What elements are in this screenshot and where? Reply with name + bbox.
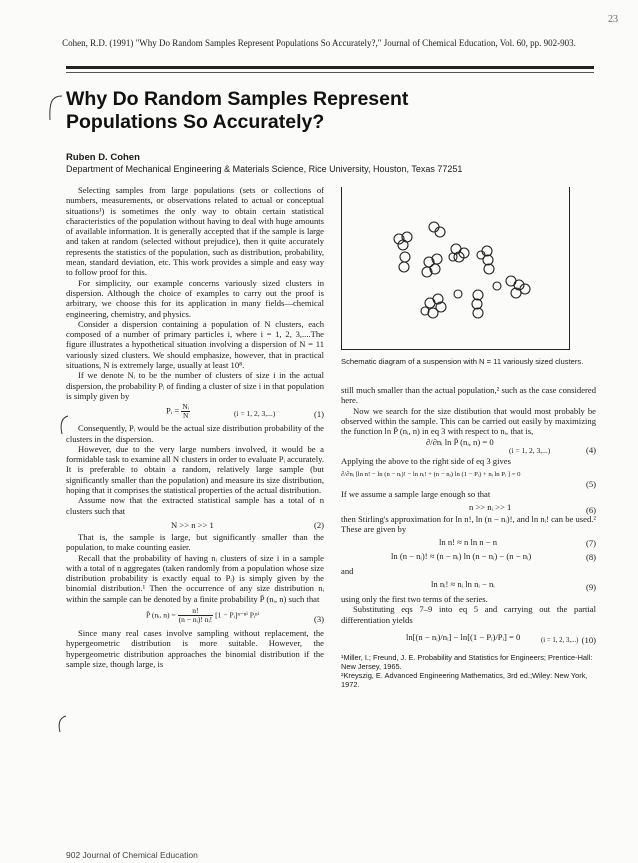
margin-bracket-mark [46,94,64,122]
eq1-fraction: $\frac{\text{Nᵢ}}{N}$ [182,402,189,421]
page-number: 23 [608,14,618,25]
eq1-number: (1) [313,409,324,420]
paragraph: still much smaller than the actual population,² such as the case considered here. [341,385,596,406]
cluster [449,244,469,262]
equation-7: ln n! ≈ n ln n − n (7) [439,536,596,548]
eq4-condition: (i = 1, 2, 3,...) [509,446,551,456]
paragraph: Assume now that the extracted statistical sample has a total of n clusters such that [66,495,324,516]
margin-bracket-mark [56,715,68,733]
paragraph: For simplicity, our example concerns variously sized clusters in dispersion. Although the choice of examples to carry out the proof is arbitrary, we choose this for its application in many fields—chemical engineering, chemistry, and physics. [66,277,324,319]
paragraph: That is, the sample is large, but significantly smaller than the population, to make counting easier. [66,531,324,553]
eq9-number: (9) [585,581,596,592]
eq1-lhs: Pᵢ = [166,405,180,416]
paragraph: If we denote Nᵢ to be the number of clusters of size i in the actual dispersion, the probability Pᵢ of finding a cluster of size i in that population is simply given by [66,370,324,401]
equation-3 [66,604,324,628]
equation-8: ln (n − nᵢ)! ≈ (n − nᵢ) ln (n − nᵢ) − (n − nᵢ) (8) [391,550,596,562]
paragraph: Now we search for the size distibution that would most probably be observed within the sample. This can be carried out easily by maximizing the function ln P̄ (nᵢ, n) in eq 3 with respect to nᵢ, that is, [341,405,596,437]
eq4-number: (4) [585,445,596,456]
cluster-schematic-figure [341,187,571,352]
equation-5: ∂/∂nᵢ [ln n! − ln (n − nᵢ)! − ln nᵢ! + (n − nᵢ) ln (1 − Pᵢ) + nᵢ ln Pᵢ ] = 0 (5) [341,470,596,489]
equation-4: ∂/∂nᵢ ln P̄ (nᵢ, n) = 0 (i = 1, 2, 3,...) (4) [426,437,596,456]
eq6-number: (6) [585,505,596,516]
left-column [66,185,324,669]
paragraph: and [341,565,354,576]
equation-6: n >> nᵢ >> 1 (6) [469,502,596,516]
author-affiliation: Department of Mechanical Engineering & Materials Science, Rice University, Houston, Texas 77251 [66,164,463,174]
equation-1 [66,401,324,423]
eq10-condition: (i = 1, 2, 3,...) [541,636,579,644]
reference-2: ²Kreyszig, E. Advanced Engineering Mathematics, 3rd ed.;Wiley: New York, 1972. [341,670,588,689]
eq3-number: (3) [313,613,324,624]
eq2-number: (2) [313,519,324,530]
equation-10: ln[(n − nᵢ)/nᵢ] − ln[(1 − Pᵢ)/Pᵢ] = 0 (i = 1, 2, 3,...) (10) [406,631,596,645]
cluster [493,282,501,290]
eq7-number: (7) [585,537,596,548]
cluster [472,290,483,318]
paragraph: Consequently, Pᵢ would be the actual size distribution probability of the clusters in the dispersion. [66,423,324,444]
eq3-rhs: [1 − Pᵢ]ⁿ⁻ⁿⁱ Pᵢⁿⁱ [215,610,260,620]
cluster [399,252,410,272]
cluster [477,246,494,274]
eq8-number: (8) [585,551,596,562]
paragraph: Recall that the probability of having nᵢ clusters of size i in a sample with a total of n aggregates (taken randomly from a population whose size distribution probability is exactly equal to Pᵢ) is simply given by the binomial distribution.¹ Then the occurrence of any size distribution nᵢ within the sample can be denoted by a finite probability P̄ (nᵢ, n) such that [66,552,324,604]
equation-2: N >> n >> 1 (2) [171,519,324,530]
paragraph: Since many real cases involve sampling without replacement, the hypergeometric distribution is more suitable. However, the hypergeometric distribution approaches the binomial distribution if the sample size, though large, is [66,627,324,669]
cluster [429,222,445,237]
eq10-number: (10) [581,634,596,645]
eq1-condition: (i = 1, 2, 3,...) [234,409,276,419]
article-title: Why Do Random Samples Represent Populations So Accurately? [66,88,409,133]
cluster [506,276,530,298]
cluster [394,232,412,250]
paragraph: using only the first two terms of the series. [341,593,488,604]
paragraph: Selecting samples from large populations (sets or collections of numbers, measurements, or observations related to actual or conceptual situations¹) is sometimes the only way to obtain certain statistical characteristics of the population without having to deal with huge amounts of available information. It is generally accepted that if the sample is large and taken at random (selected without prejudice), then it quite accurately represents the statistics of the population, such as distribution, probability, mean, standard deviation, etc. This work provides a simple and easy way to follow proof for this. [66,185,324,278]
header-rule-thick [66,66,594,69]
reference-1: ¹Miller, I.; Freund, J. E. Probability and Statistics for Engineers; Prentice-Hall: New Jersey, 1965. [341,652,593,671]
eq5-number: (5) [585,478,596,489]
citation-header: Cohen, R.D. (1991) "Why Do Random Samples Represent Populations So Accurately?," Journal of Chemical Education, Vol. 60, pp. 902-903. [62,38,576,48]
paragraph: then Stirling's approximation for ln n!, ln (n − nᵢ)!, and ln nᵢ! can be used.² These are given by [341,514,596,535]
paragraph: Consider a dispersion containing a population of N clusters, each composed of a number of primary particles i, where i = 1, 2, 3,....The figure illustrates a hypothetical situation involving a dispersion of N = 11 variously sized clusters. We should emphasize, however, that in practical situations, N is extremely large, usually at least 10⁸. [66,318,324,371]
right-column [341,385,596,689]
eq3-lhs: P̄ (nᵢ, n) = [146,610,176,620]
eq3-fraction: $\frac{n!}{\text{(n − nᵢ)! nᵢ!}}$ [178,605,213,624]
header-rule-thin [66,72,594,73]
page-footer: 902 Journal of Chemical Education [66,850,198,860]
cluster [421,294,446,318]
references [341,653,596,689]
cluster [422,254,442,277]
paragraph: Substituting eqs 7–9 into eq 5 and carrying out the partial differentiation yields [341,604,596,625]
margin-bracket-mark [58,415,70,435]
figure-caption: Schematic diagram of a suspension with N = 11 variously sized clusters. [341,357,584,366]
paragraph: Applying the above to the right side of eq 3 gives [341,456,511,467]
cluster [454,290,462,298]
equation-9: ln nᵢ! ≈ nᵢ ln nᵢ − nᵢ (9) [431,578,596,592]
author-name: Ruben D. Cohen [66,152,140,163]
paragraph: If we assume a sample large enough so that [341,488,491,499]
paragraph: However, due to the very large numbers involved, it would be a formidable task to examine all N clusters in order to evaluate Pᵢ accurately. It is preferable to obtain a random, relatively large sample (but significantly smaller than the population) and measure its size distribution, hoping that it comprises the statistical properties of the actual distribution. [66,443,324,496]
